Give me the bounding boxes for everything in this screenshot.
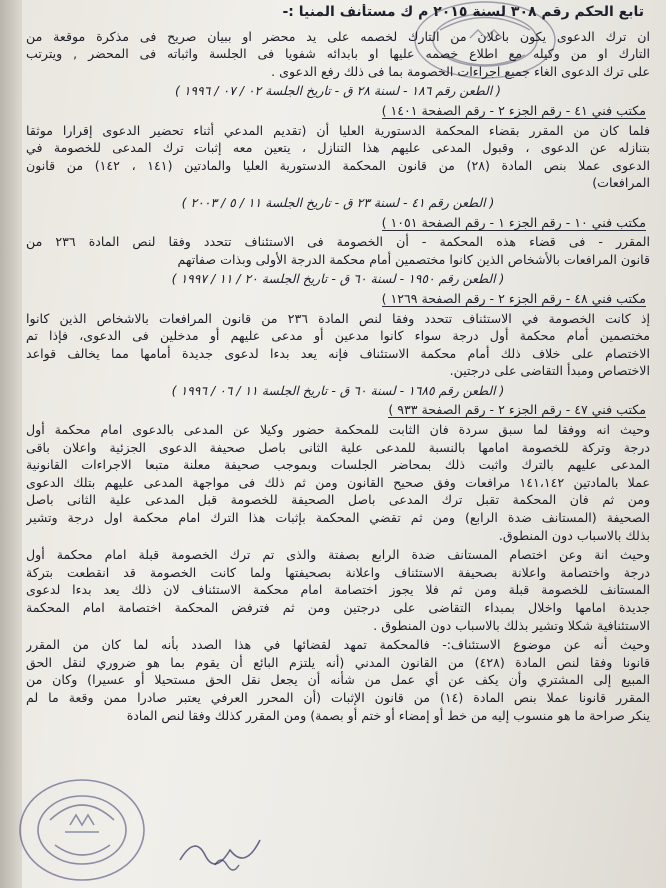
citation-line: ( الطعن رقم ١٩٥٠ - لسنة ٦٠ ق - تاريخ الجلسة ٢٠ / ١١ / ١٩٩٧ ) (171, 271, 505, 287)
citation-line: ( الطعن رقم ١٨٦ - لسنة ٢٨ ق - تاريخ الجلسة ٠٢ / ٠٧ / ١٩٩٦ ) (175, 83, 501, 99)
text-line: عملا بالمادتين ١٤١،١٤٢ مرافعات وفق صحيح القانون ومن ثم ذلك فى مواجهة المدعى عليهم بتلك الدعوى (26, 474, 650, 490)
citation-header (26, 214, 650, 232)
citation-header-text: مكتب فني ١٠ - رقم الجزء ١ - رقم الصفحة ١٠٥١ ) (381, 214, 646, 230)
text-line: قانون المرافعات بالأشخاص الذين كانوا مختصمين أمام محكمة الدرجة الأولى وبذات صفاتهم (177, 251, 650, 267)
citation-header-text: مكتب فني ٤١ - رقم الجزء ٢ - رقم الصفحة ١٤٠١ ) (381, 102, 646, 118)
text-line: ينكر صراحة ما هو منسوب إليه من خط أو إمضاء أو ختم أو بصمة) ومن المقرر كذلك وفقا لنص المادة (126, 707, 650, 723)
text-line: المدعى عليهم بالترك واثبت ذلك بمحاضر الجلسات وبموجب صحيفة معلنة متبعا الاجراءات القانونية (26, 457, 650, 473)
text-line: الاختصام على خلاف ذلك أمام محكمة الاستئناف فإنه يعد بدءا لدعوى جديدة أمامها مما يخالف قواعد (26, 345, 650, 361)
text-line: المستانف للخصومة قبلة ومن ثم فلا يجوز اختصامة امام محكمة الاستئناف لان ذلك يعد بدءا لدعوى (26, 582, 650, 598)
text-line: الدعوى عملا بنص المادة (٢٨) من قانون المحكمة الدستورية العليا والمادتين (١٤١ ، ١٤٢) من قانون (26, 157, 650, 173)
paragraph (26, 310, 650, 380)
court-seal-bottom (10, 760, 160, 888)
text-line: وحيث انه ووفقا لما سبق سردة فان الثابت للمحكمة حضور وكيلا عن المدعى بالدعوى امام محكمة أول (26, 422, 650, 438)
text-line: فلما كان من المقرر بقضاء المحكمة الدستورية العليا أن (تقديم المدعي أثناء تحضير الدعوى إقرارا موثقا (26, 122, 650, 138)
text-line: بتنازله عن الدعوى ، وقبول المدعى عليهم هذا التنازل ، يتعين معه إثبات ترك المدعى للخصومة في (26, 140, 650, 156)
text-line: جديدة امامها واخلال بمبداء التقاضى على درجتين ومن ثم فترفض المحكمة اختصامة امام المحكمة (26, 600, 650, 615)
text-line: وحيث انة وعن اختصام المستانف ضدة الرابع بصفتة والذى تم ترك الخصومة قبلة امام محكمة أول (26, 547, 650, 563)
text-line: ومن ثم فان المحكمة تقبل ترك المدعى باصل الصحيفة للخصومة قبل المدعى علية الثانى باصل (26, 492, 650, 508)
page-title: تابع الحكم رقم ٣٠٨ لسنة ٢٠١٥ م ك مستأنف المنيا :- (282, 4, 644, 20)
citation-header-text: مكتب فني ٤٧ - رقم الجزء ٢ - رقم الصفحة ٩٣٣ ) (388, 402, 646, 418)
text-line: على ترك الدعوى الغاء جميع اجراءات الخصومة بما فى ذلك رفع الدعوى . (271, 63, 650, 79)
text-line: درجة واختصامة واعلانة بصحيفة الاستئناف واعلانة بصحيفتها ولما كانت الخصومة قد انقطعت بتركة (26, 564, 650, 580)
signature-mark (175, 830, 265, 880)
paragraph (26, 233, 650, 268)
paragraph (26, 636, 650, 724)
citation-header (26, 401, 650, 419)
text-line: قانونا وفقا لنص المادة (٤٢٨) من القانون المدني (أنه يلتزم البائع أن يقوم بما هو ضروري لنقل الحق (26, 654, 650, 670)
document-body (26, 4, 650, 724)
text-line: ان ترك الدعوى يكون باعلان من التارك لخصمه على يد محضر او ببيان صريح فى مذكرة موقعة من (26, 28, 650, 44)
text-line: التارك او من وكيله مع اطلاع خصمه عليها او بابدائه شفويا فى الجلسة واثباته فى المحضر , ويترتب (26, 46, 650, 62)
citation-line: ( الطعن رقم ١٦٨٥ - لسنة ٦٠ ق - تاريخ الجلسة ١١ / ٠٦ / ١٩٩٦ ) (171, 382, 505, 398)
text-line: المرافعات) (592, 175, 650, 191)
text-line: درجة وتركة للخصومة امامها بالنسبة للمدعى علية الثانى باصل صحيفة الدعوى الجزئية واعلان باقى (26, 439, 650, 455)
text-line: المقرر قانونا عملا بنص المادة (١٤) من قانون الإثبات (أن المحرر العرفي يعتبر صادرا ممن وقعة ما لم (26, 689, 650, 705)
text-line: بذلك بالاسباب دون المنطوق. (498, 527, 650, 543)
text-line: المبيع إلى المشتري وأن يكف عن أي عمل من شأنه أن يجعل نقل الحق مستحيلا أو عسيرا) وكان من (26, 672, 650, 688)
text-line: المقرر - فى قضاء هذه المحكمة - أن الخصومة فى الاستئناف تتحدد وفقا لنص المادة ٢٣٦ من (26, 234, 650, 250)
text-line: مختصمين أمام محكمة أول درجة سواء كانوا مدعين أو مدعى عليهم أو مدخلين فى الدعوى، فإذا تم (26, 328, 650, 344)
citation-line: ( الطعن رقم ٤١ - لسنة ٢٣ ق - تاريخ الجلسة ١١ / ٥ / ٢٠٠٣ ) (181, 194, 495, 210)
citation-header (26, 290, 650, 308)
text-line: الصحيفة (المستانف ضدة الرابع) ومن ثم تقضي المحكمة بإثبات هذا الترك امام محكمة اول درجة وتشير (26, 510, 650, 526)
text-line: الاستئنافية شكلا وتشير بذلك بالاسباب دون المنطوق . (373, 617, 650, 633)
document-sections (26, 28, 650, 725)
paragraph (26, 28, 650, 81)
citation-header (26, 102, 650, 120)
text-line: الاختصاص ومبدأ التقاضى على درجتين. (449, 363, 650, 379)
text-line: إذ كانت الخصومة في الاستئناف تتحدد وفقا لنص المادة ٢٣٦ من قانون المرافعات بالاشخاص الذين كانوا (26, 310, 650, 326)
paragraph (26, 421, 650, 544)
page-fold-shadow (0, 0, 22, 888)
paragraph (26, 546, 650, 634)
text-line: وحيث أنه عن موضوع الاستئناف:- فالمحكمة تمهد لقضائها في هذا الصدد بأنه لما كان من المقرر (26, 637, 650, 653)
paragraph (26, 122, 650, 192)
citation-header-text: مكتب فني ٤٨ - رقم الجزء ٢ - رقم الصفحة ١٢٦٩ ) (381, 290, 646, 306)
